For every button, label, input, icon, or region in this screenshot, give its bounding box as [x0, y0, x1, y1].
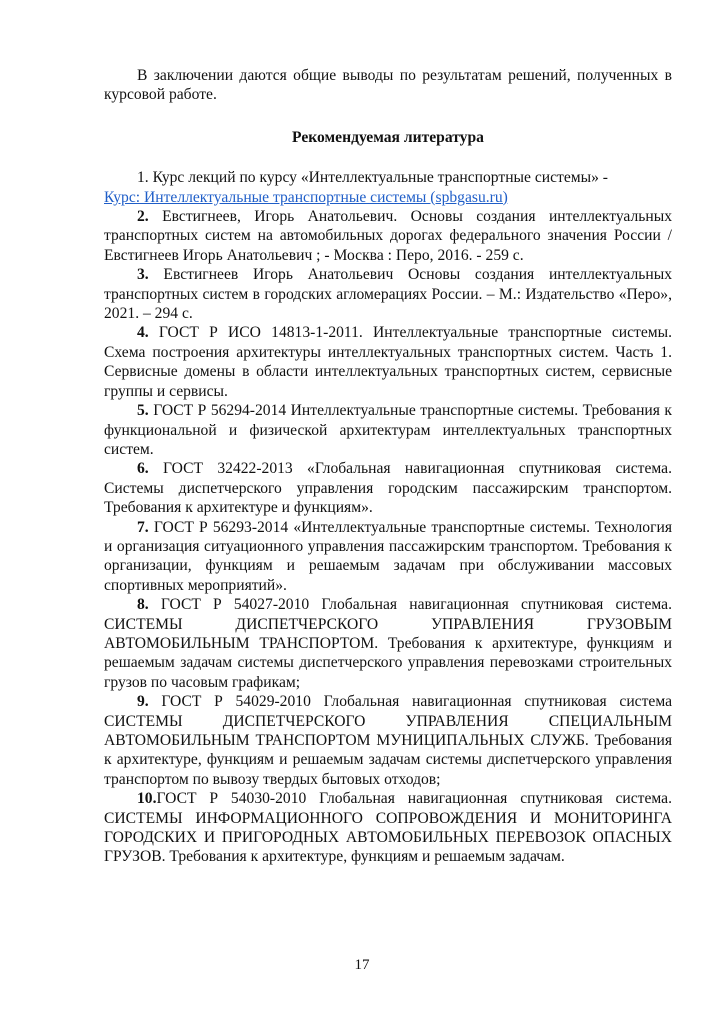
- reference-item-3: [104, 265, 672, 323]
- reference-item-10: [104, 789, 672, 867]
- reference-text: Курс лекций по курсу «Интеллектуальные транспортные системы» -: [152, 169, 608, 187]
- reference-number: 7.: [137, 518, 149, 536]
- reference-text: ГОСТ Р 56293-2014 «Интеллектуальные транспортные системы. Технология и организация ситуационного управления пассажирским транспортом. Требования к организации, функциям и решаемым задачам при обслуживании массовых спортивных мероприятий».: [104, 518, 672, 594]
- reference-number: 3.: [137, 266, 149, 284]
- reference-number: 9.: [137, 693, 149, 711]
- reference-item-2: [104, 207, 672, 265]
- reference-item-4: [104, 323, 672, 401]
- reference-text: ГОСТ Р 56294-2014 Интеллектуальные транспортные системы. Требования к функциональной и физической архитектурам интеллектуальных транспортных систем.: [104, 402, 672, 458]
- conclusion-paragraph: В заключении даются общие выводы по результатам решений, полученных в курсовой работе.: [104, 67, 672, 104]
- reference-item-1: [104, 168, 672, 207]
- reference-number: 8.: [137, 596, 149, 614]
- reference-number: 4.: [137, 324, 149, 342]
- reference-item-5: [104, 401, 672, 459]
- section-title: Рекомендуемая литература: [292, 128, 484, 146]
- reference-item-6: [104, 459, 672, 517]
- reference-number: 5.: [137, 402, 149, 420]
- reference-text: ГОСТ 32422-2013 «Глобальная навигационная спутниковая система. Системы диспетчерского управления городским пассажирским транспортом. Требования к архитектуре и функциям».: [104, 460, 672, 517]
- reference-number: 2.: [137, 208, 149, 226]
- reference-item-7: [104, 518, 672, 596]
- reference-item-9: [104, 692, 672, 789]
- page-content: [104, 66, 672, 867]
- reference-item-8: [104, 595, 672, 692]
- reference-text: Евстигнеев, Игорь Анатольевич. Основы создания интеллектуальных транспортных систем на автомобильных дорогах федерального значения России / Евстигнеев Игорь Анатольевич ; - Москва : Перо, 2016. - 259 с.: [104, 208, 672, 264]
- reference-text: ГОСТ Р ИСО 14813-1-2011. Интеллектуальные транспортные системы. Схема построения архитектуры интеллектуальных транспортных систем. Часть 1. Сервисные домены в области интеллектуальных транспортных систем, сервисные группы и сервисы.: [104, 324, 672, 400]
- reference-text: ГОСТ Р 54029-2010 Глобальная навигационная спутниковая система СИСТЕМЫ ДИСПЕТЧЕРСКОГО УПРАВЛЕНИЯ СПЕЦИАЛЬНЫМ АВТОМОБИЛЬНЫМ ТРАНСПОРТОМ МУНИЦИПАЛЬНЫХ СЛУЖБ. Требования к архитектуре, функциям и решаемым задачам системы диспетчерского управления транспортом по вывозу твердых бытовых отходов;: [104, 693, 673, 788]
- reference-list: [104, 168, 672, 867]
- reference-number: 1.: [137, 169, 149, 187]
- reference-number: 6.: [137, 460, 149, 478]
- page-number: 17: [354, 957, 370, 973]
- reference-text: ГОСТ Р 54027-2010 Глобальная навигационная спутниковая система. СИСТЕМЫ ДИСПЕТЧЕРСКОГО УПРАВЛЕНИЯ ГРУЗОВЫМ АВТОМОБИЛЬНЫМ ТРАНСПОРТОМ. Требования к архитектуре, функциям и решаемым задачам системы диспетчерского управления перевозками строительных грузов по часовым графикам;: [104, 596, 672, 691]
- reference-text: Евстигнеев Игорь Анатольевич Основы создания интеллектуальных транспортных систем в городских агломерациях России. – М.: Издательство «Перо», 2021. – 294 с.: [104, 266, 672, 323]
- reference-text: ГОСТ Р 54030-2010 Глобальная навигационная спутниковая система. СИСТЕМЫ ИНФОРМАЦИОННОГО СОПРОВОЖДЕНИЯ И МОНИТОРИНГА ГОРОДСКИХ И ПРИГОРОДНЫХ АВТОМОБИЛЬНЫХ ПЕРЕВОЗОК ОПАСНЫХ ГРУЗОВ. Требования к архитектуре, функциям и решаемым задачам.: [104, 790, 672, 866]
- course-link[interactable]: Курс: Интеллектуальные транспортные системы (spbgasu.ru): [104, 188, 508, 206]
- reference-number: 10.: [137, 790, 157, 808]
